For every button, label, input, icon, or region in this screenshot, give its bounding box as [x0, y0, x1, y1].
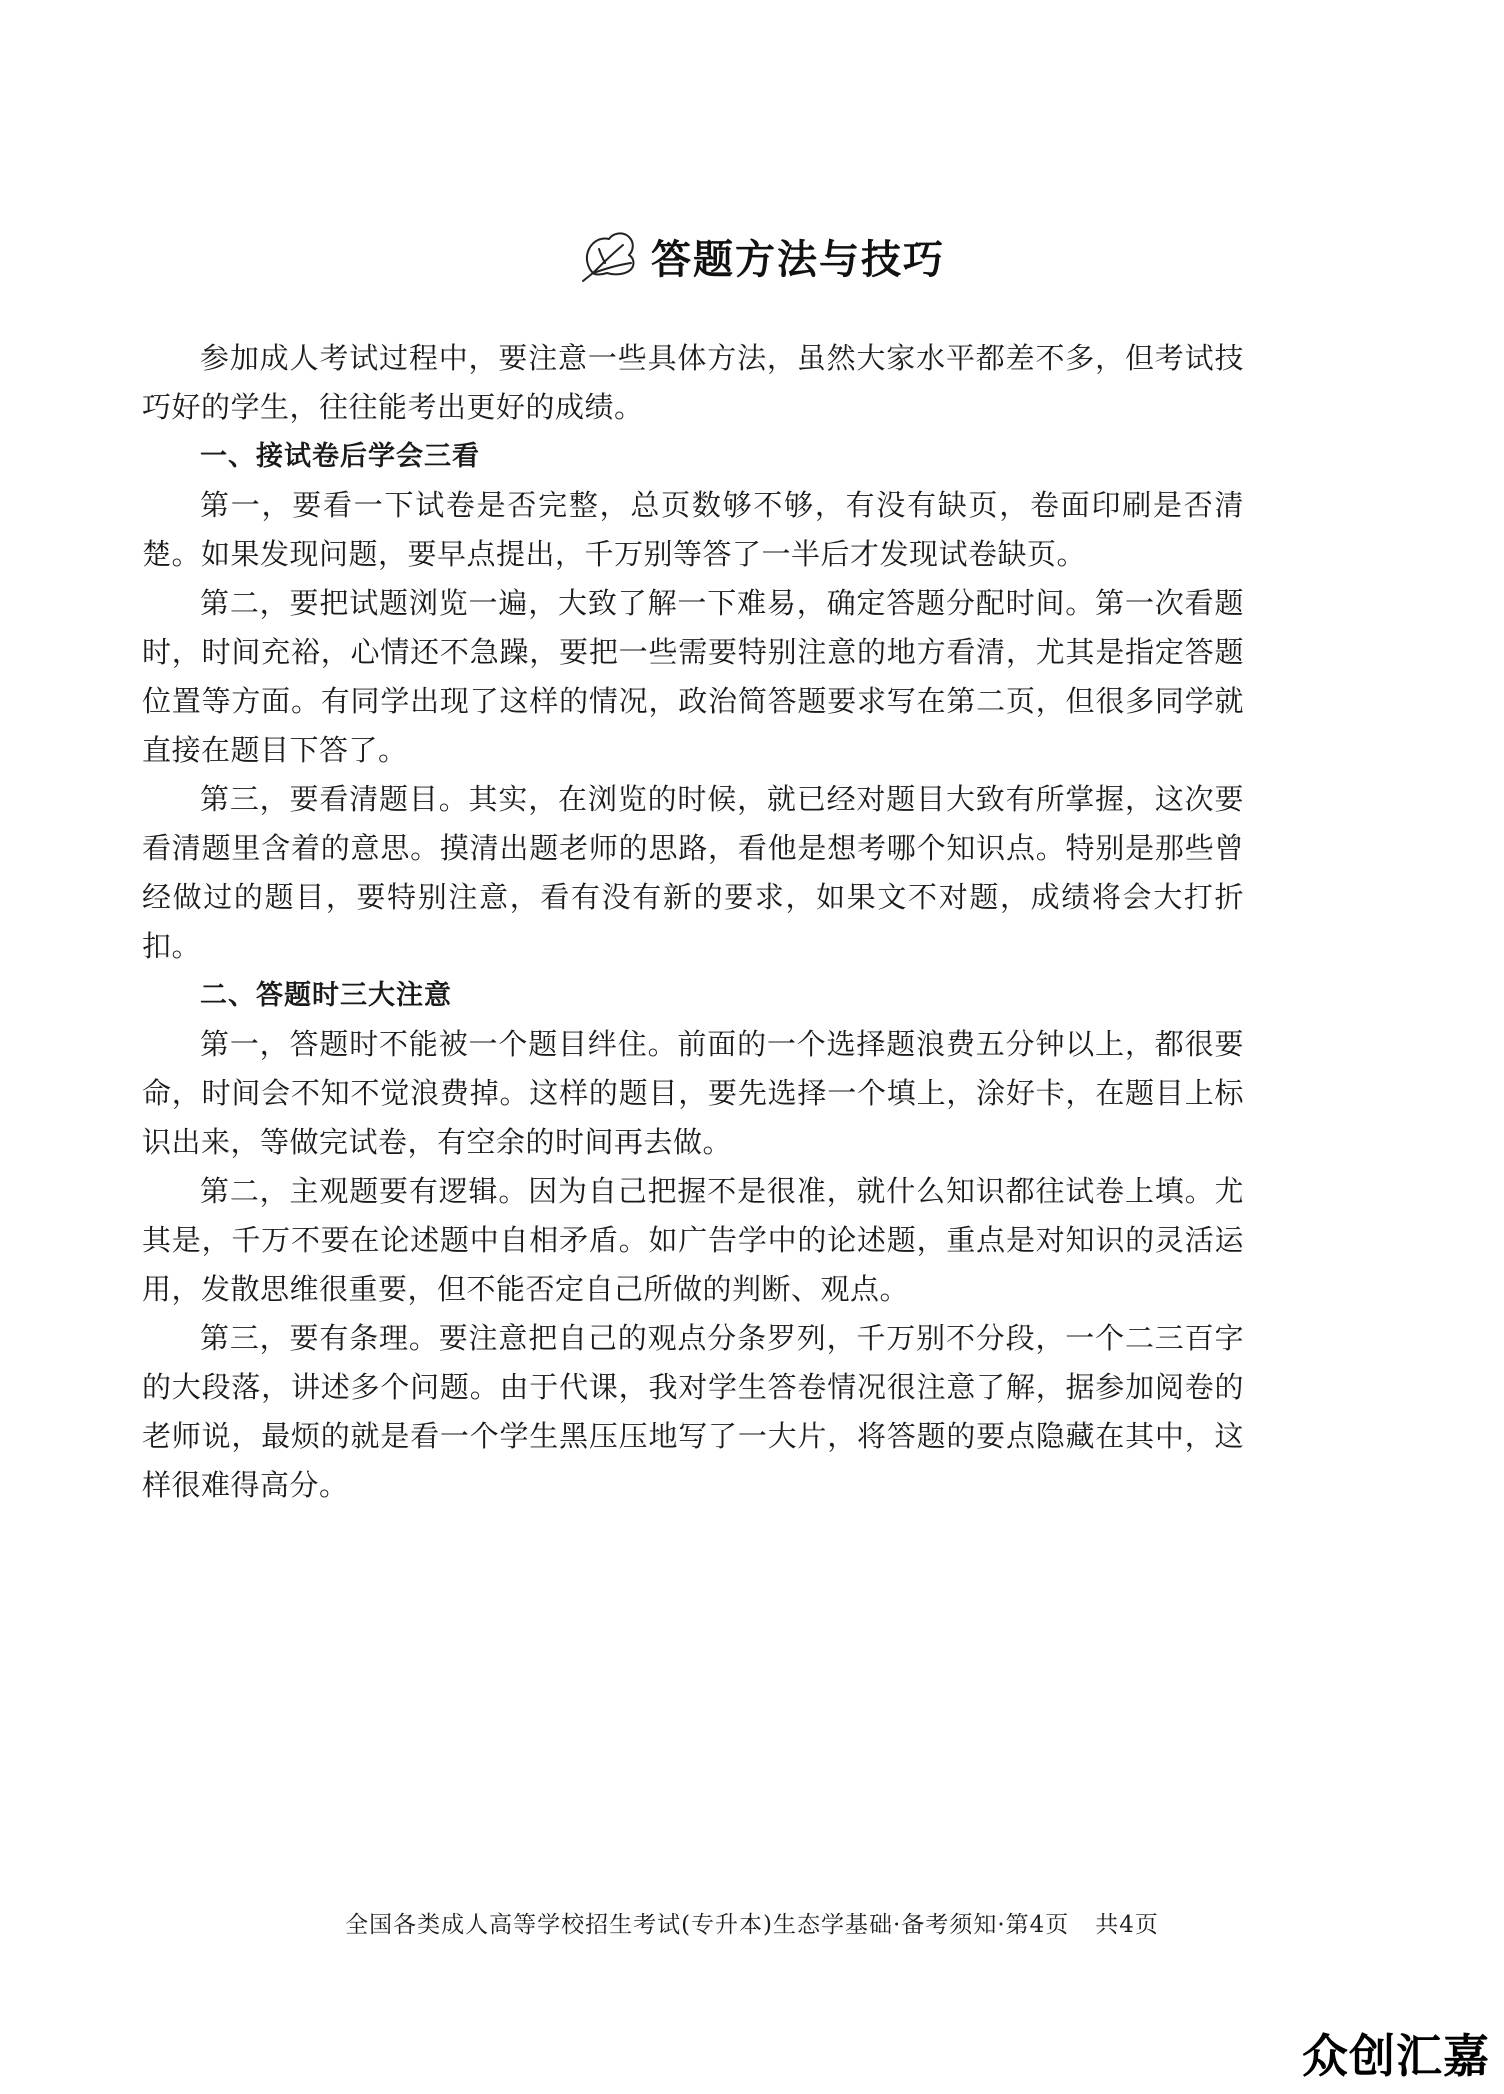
footer-text: 全国各类成人高等学校招生考试(专升本)生态学基础·备考须知·第4页 [345, 1912, 1070, 1938]
watermark: 众创汇嘉 [1302, 2029, 1490, 2083]
footer-total: 共4页 [1095, 1912, 1159, 1938]
section-heading-1: 一、接试卷后学会三看 [200, 441, 480, 472]
section2-paragraph: 第二，主观题要有逻辑。因为自己把握不是很准，就什么知识都往试卷上填。尤其是，千万不要在论述题中自相矛盾。如广告学中的论述题，重点是对知识的灵活运用，发散思维很重要，但不能否定自己所做的判断、观点。 [142, 1174, 1244, 1306]
section1-paragraph: 第二，要把试题浏览一遍，大致了解一下难易，确定答题分配时间。第一次看题时，时间充裕，心情还不急躁，要把一些需要特别注意的地方看清，尤其是指定答题位置等方面。有同学出现了这样的情况，政治简答题要求写在第二页，但很多同学就直接在题目下答了。 [142, 586, 1244, 767]
section2-paragraph: 第一，答题时不能被一个题目绊住。前面的一个选择题浪费五分钟以上，都很要命，时间会不知不觉浪费掉。这样的题目，要先选择一个填上，涂好卡，在题目上标识出来，等做完试卷，有空余的时间再去做。 [142, 1027, 1244, 1159]
section1-paragraph: 第三，要看清题目。其实，在浏览的时候，就已经对题目大致有所掌握，这次要看清题里含着的意思。摸清出题老师的思路，看他是想考哪个知识点。特别是那些曾经做过的题目，要特别注意，看有没有新的要求，如果文不对题，成绩将会大打折扣。 [142, 782, 1244, 963]
section-heading-2: 二、答题时三大注意 [200, 980, 452, 1011]
section1-paragraph: 第一，要看一下试卷是否完整，总页数够不够，有没有缺页，卷面印刷是否清楚。如果发现问题，要早点提出，千万别等答了一半后才发现试卷缺页。 [142, 488, 1244, 571]
title-group [579, 228, 945, 285]
document-body [142, 334, 1244, 1510]
section2-paragraph: 第三，要有条理。要注意把自己的观点分条罗列，千万别不分段，一个二三百字的大段落，讲述多个问题。由于代课，我对学生答卷情况很注意了解，据参加阅卷的老师说，最烦的就是看一个学生黑压压地写了一大片，将答题的要点隐藏在其中，这样很难得高分。 [142, 1321, 1244, 1502]
intro-paragraph: 参加成人考试过程中，要注意一些具体方法，虽然大家水平都差不多，但考试技巧好的学生，往往能考出更好的成绩。 [142, 341, 1244, 424]
ginkgo-leaf-icon [579, 229, 643, 285]
title-bar [0, 228, 1504, 285]
page-footer [0, 1906, 1504, 1939]
page-title: 答题方法与技巧 [651, 237, 945, 283]
